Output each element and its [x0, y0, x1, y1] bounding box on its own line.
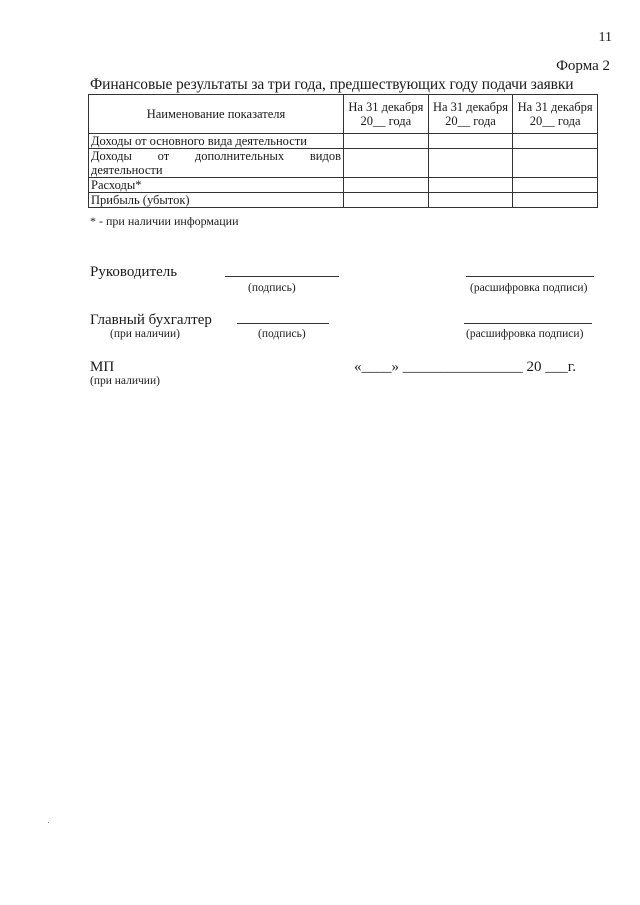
- table-cell[interactable]: [513, 149, 598, 178]
- table-cell[interactable]: [513, 134, 598, 149]
- table-row: [89, 193, 598, 208]
- date-line[interactable]: «____» ________________ 20 ___г.: [354, 359, 576, 375]
- table-cell[interactable]: [344, 193, 429, 208]
- table-footnote: * - при наличии информации: [90, 214, 239, 228]
- scan-speck: [48, 822, 49, 823]
- table-row: [89, 134, 598, 149]
- header-year-1-line2: 20__ года: [360, 114, 412, 128]
- financial-results-table: [88, 94, 598, 208]
- header-year-3: [513, 95, 598, 134]
- table-cell[interactable]: [344, 178, 429, 193]
- header-year-1-line1: На 31 декабря: [348, 100, 424, 114]
- accountant-title: Главный бухгалтер: [90, 312, 212, 328]
- row-name-line1: Доходы от дополнительных видов: [91, 149, 341, 163]
- head-decode-caption: (расшифровка подписи): [470, 282, 588, 294]
- head-signature-caption: (подпись): [248, 282, 296, 294]
- accountant-sub: (при наличии): [110, 328, 180, 340]
- header-year-1: [344, 95, 429, 134]
- accountant-decode-line[interactable]: [464, 323, 592, 324]
- row-name: Прибыль (убыток): [89, 193, 344, 208]
- table-cell[interactable]: [513, 193, 598, 208]
- table-title: Финансовые результаты за три года, предшествующих году подачи заявки: [90, 76, 574, 93]
- head-title: Руководитель: [90, 264, 178, 280]
- stamp-title: МП: [90, 359, 115, 375]
- row-name: Расходы*: [89, 178, 344, 193]
- header-year-2: [428, 95, 513, 134]
- accountant-signature-caption: (подпись): [258, 328, 306, 340]
- row-name: Доходы от основного вида деятельности: [89, 134, 344, 149]
- header-year-2-line1: На 31 декабря: [432, 100, 508, 114]
- accountant-signature-line[interactable]: [237, 323, 329, 324]
- accountant-decode-caption: (расшифровка подписи): [466, 328, 584, 340]
- head-decode-line[interactable]: [466, 276, 594, 277]
- table-row: [89, 149, 598, 178]
- table-cell[interactable]: [428, 193, 513, 208]
- header-year-2-line2: 20__ года: [445, 114, 496, 128]
- table-cell[interactable]: [344, 149, 429, 178]
- header-year-3-line2: 20__ года: [529, 114, 581, 128]
- table-cell[interactable]: [428, 134, 513, 149]
- header-indicator-name: Наименование показателя: [89, 95, 344, 134]
- table-header-row: [89, 95, 598, 134]
- form-label: Форма 2: [556, 58, 610, 74]
- stamp-sub: (при наличии): [90, 375, 160, 387]
- row-name: [89, 149, 344, 178]
- table-cell[interactable]: [513, 178, 598, 193]
- table-cell[interactable]: [344, 134, 429, 149]
- head-signature-line[interactable]: [225, 276, 339, 277]
- header-year-3-line1: На 31 декабря: [517, 100, 593, 114]
- table-cell[interactable]: [428, 178, 513, 193]
- table-cell[interactable]: [428, 149, 513, 178]
- table-row: [89, 178, 598, 193]
- page-number: 11: [598, 30, 612, 45]
- row-name-line2: деятельности: [91, 163, 163, 177]
